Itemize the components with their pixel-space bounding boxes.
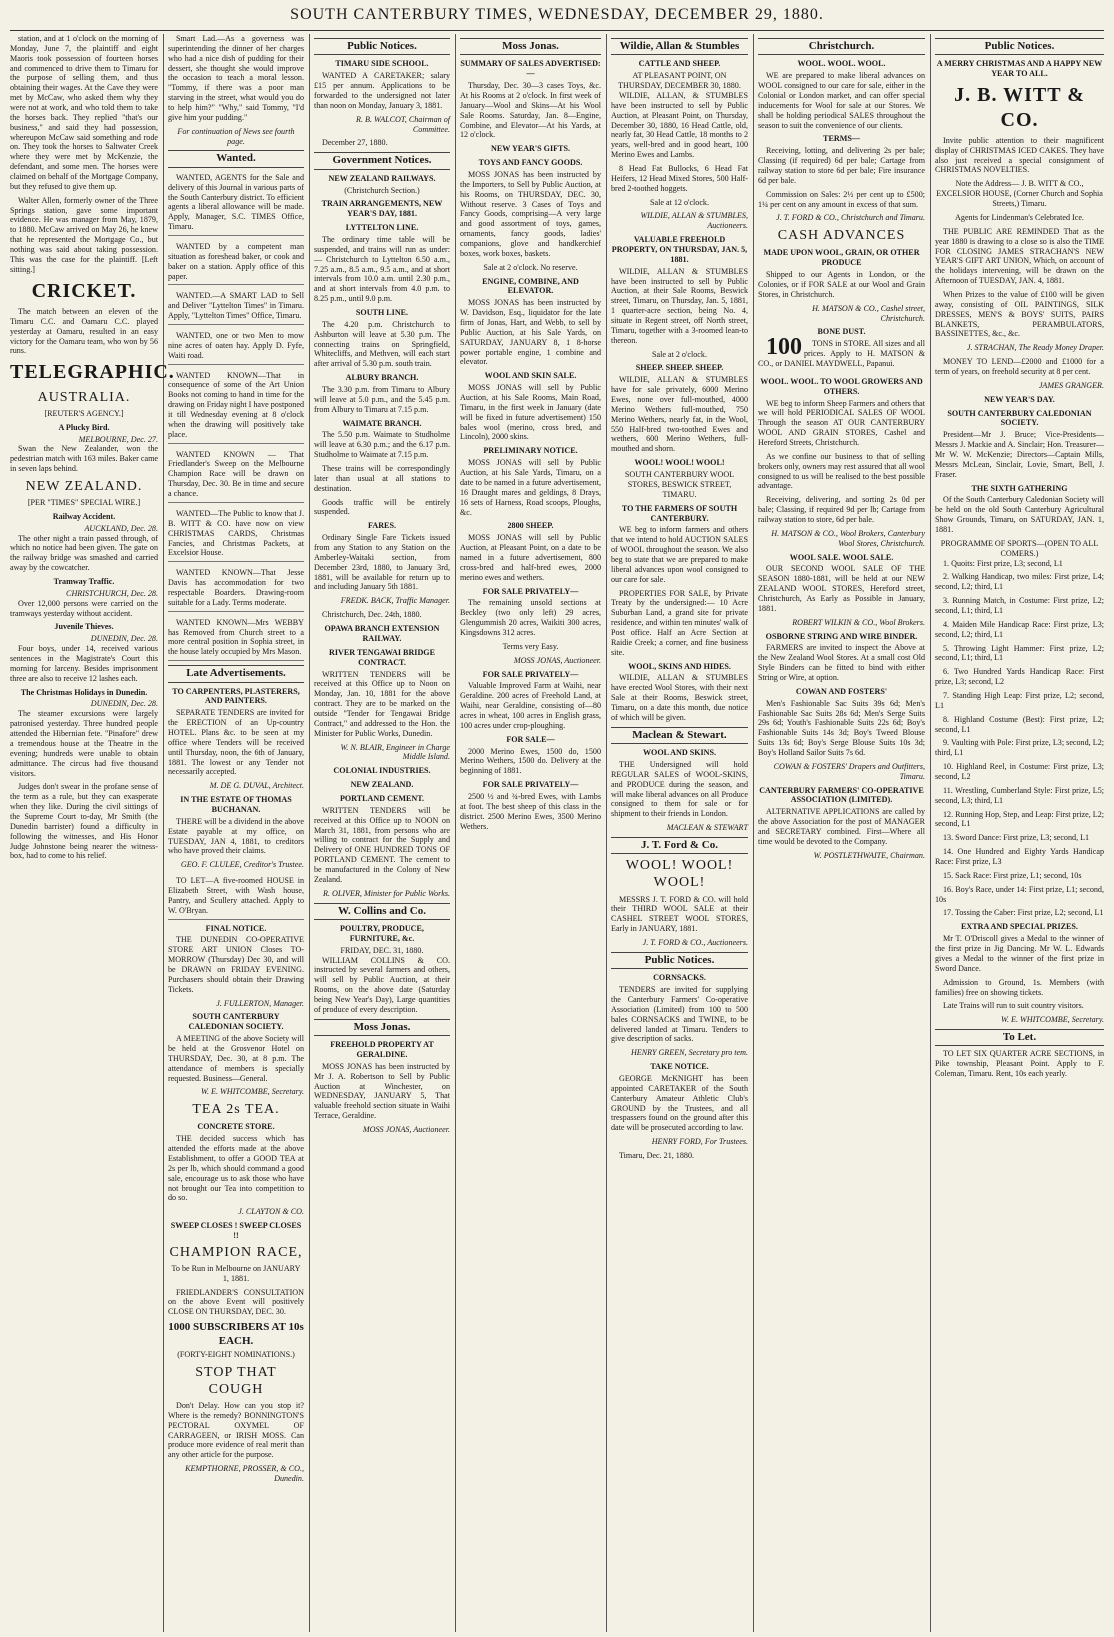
section-header-wanted: Wanted.	[168, 150, 304, 167]
ad-heading: SHEEP. SHEEP. SHEEP.	[635, 363, 724, 373]
ad-subheading: SOUTH CANTERBURY WOOL STORES, BESWICK STREET, TIMARU.	[624, 470, 735, 499]
ad-text: TENDERS are invited for supplying the Canterbury Farmers' Co-operative Association (Limited) from 100 to 500 bales CORNSACKS and TWINE, to be delivered landed at Timaru. Tenders to give description of sacks.	[611, 985, 748, 1044]
ad-heading: WOOL AND SKIN SALE.	[484, 371, 577, 381]
ad-heading: TEA 2s TEA.	[192, 1102, 280, 1118]
ad-heading: FINAL NOTICE.	[205, 923, 267, 933]
ad-heading: CORNSACKS.	[653, 973, 706, 983]
ad-text: PROPERTIES FOR SALE, by Private Treaty by the undersigned:— 10 Acre Suburban Land, a grand site for private residence, and within ten minutes' walk of Post office. Half an Acre Section at Raidie Creek; a corner, and fine business site.	[611, 588, 748, 657]
wanted-ad: WANTED KNOWN—That Jesse Davis has accommodation for two respectable Boarders. Drawing-room suitable for a Lady. Terms moderate.	[168, 566, 304, 611]
news-headline: Railway Accident.	[52, 511, 116, 521]
ad-text: To be Run in Melbourne on JANUARY 1, 1881.	[171, 1263, 301, 1283]
section-header-maclean: Maclean & Stewart.	[611, 727, 748, 744]
ad-text: Ordinary Single Fare Tickets issued from any Station to any Station on the Amberley-Waitaki section, from December 23rd, 1880, to January 3rd, 1881, will be available for return up to and including January 5th 1881.	[314, 533, 450, 592]
ad-signature: H. MATSON & CO., Cashel street, Christchurch.	[812, 303, 925, 323]
wanted-list	[168, 171, 304, 661]
ad-date: December 27, 1880.	[322, 138, 388, 148]
ad-date: FRIDAY, DEC. 31, 1880.	[340, 945, 424, 955]
ad-signature: J. T. FORD & CO., Christchurch and Timaru.	[776, 213, 925, 223]
ad-text: WE beg to inform farmers and others that we intend to hold AUCTION SALES of WOOL throughout the season. We also beg to state that we are prepared to make liberal advances upon wool consigned to our care for sale.	[611, 525, 748, 584]
ad-text: TO LET SIX QUARTER ACRE SECTIONS, in Pike township, Pleasant Point. Apply to F. Coleman, Timaru. Rent, 10s each yearly.	[935, 1049, 1104, 1079]
news-paragraph: station, and at 1 o'clock on the morning of Monday, June 7, the plaintiff and eight Maoris took possession of fourteen horses and commenced to drive them to Timaru for the purpose of selling them, and thus obtaining their wages. At the Cave they were met by McCaw, who asked them why they were not at work, and who told them to take the horses back. They replied "that's our business," and said they had possession, whereupon McCaw said something and rode on. They took the horses to Saltwater Creek where they were met by McKenzie, the defendant, and some men. The horses were claimed on behalf of the Mortgage Company, but they refused to give them up.	[10, 34, 158, 191]
ad-text: WANTED A CARETAKER; salary £15 per annum. Applications to be forwarded to the undersigned not later than noon on Monday, January 3, 1881.	[314, 71, 450, 110]
ad-subheading: AT PLEASANT POINT, ON THURSDAY, DECEMBER 30, 1880.	[618, 71, 741, 91]
ad-heading: CATTLE AND SHEEP.	[638, 59, 721, 69]
column-rule	[309, 34, 310, 1632]
ad-text: Shipped to our Agents in London, or the Colonies, or if FOR SALE at our Wool and Grain Stores, in Christchurch.	[758, 270, 925, 299]
agency-note: [REUTER'S AGENCY.]	[44, 408, 124, 418]
ad-text: Don't Delay. How can you stop it? Where is the remedy? BONNINGTON'S PECTORAL OXYMEL OF CARRAGEEN, or IRISH MOSS. Can produce more evidence of real merit than any other article for the purpose.	[168, 1401, 304, 1460]
ad-text: WILDIE, ALLAN & STUMBLES have for sale privately, 6000 Merino Ewes, none over full-mouthed, 4000 Merino Wethers full-mouthed, 750 Merino Wethers, nearly fat, in the Wool, 550 Half-bred two-toothed Ewes and wethers, 600 Merino Wethers, full-mouthed and shorn.	[611, 375, 748, 454]
section-header-government: Government Notices.	[314, 152, 450, 169]
ad-signature: J. FULLERTON, Manager.	[216, 998, 304, 1008]
sport-event: 7. Standing High Leap: First prize, L2; second, L1	[935, 691, 1104, 710]
ad-heading: FOR SALE PRIVATELY—	[482, 669, 579, 679]
wanted-ad: WANTED.—A SMART LAD to Sell and Deliver "Lyttelton Times" in Timaru. Apply, "Lyttelton Times" Office, Timaru.	[168, 289, 304, 325]
ad-signature: HENRY GREEN, Secretary pro tem.	[630, 1048, 748, 1058]
news-headline: A Plucky Bird.	[58, 422, 110, 432]
section-header-christchurch: Christchurch.	[758, 38, 925, 55]
news-headline: The Christmas Holidays in Dunedin.	[20, 687, 148, 697]
section-header-ford: J. T. Ford & Co.	[611, 837, 748, 854]
ad-text: WILDIE, ALLAN & STUMBLES have erected Wool Stores, with their next Sale at their Rooms, Beswick street, Timaru, on a date this month, due notice of which will be given.	[611, 673, 748, 722]
ad-subheading: WAIMATE BRANCH.	[342, 418, 422, 428]
ad-signature: J. T. FORD & CO., Auctioneers.	[642, 937, 748, 947]
ad-text: WRITTEN TENDERS will be received at this Office up to Noon on Monday, Jan. 10, 1881 for the above contract. They are to be marked on the outside "Tender for Tengawai Bridge Contract," and addressed to the Hon. the Minister for Public Works, Dunedin.	[314, 669, 450, 738]
sport-event: 8. Highland Costume (Best): First prize, L2; second, L1	[935, 714, 1104, 734]
column-2	[168, 34, 304, 1632]
ad-signature: J. CLAYTON & CO.	[238, 1207, 304, 1217]
column-6	[758, 34, 925, 1632]
sports-list	[935, 559, 1104, 919]
section-header-collins: W. Collins and Co.	[314, 903, 450, 920]
ad-heading: OPAWA BRANCH EXTENSION RAILWAY.	[324, 624, 440, 643]
ad-heading: FREEHOLD PROPERTY AT GERALDINE.	[330, 1040, 434, 1059]
news-paragraph: Swan the New Zealander, won the pedestrian match with 163 miles. Baker came in seven laps behind.	[10, 444, 158, 474]
ad-text: Commission on Sales: 2½ per cent up to £500; 1¼ per cent on any amount in excess of that sum.	[758, 189, 925, 209]
ad-heading: STOP THAT COUGH	[195, 1364, 277, 1397]
ad-heading: J. B. WITT & CO.	[954, 84, 1085, 131]
ad-signature: MOSS JONAS, Auctioneer.	[513, 655, 601, 665]
ad-heading: NEW ZEALAND RAILWAYS.	[328, 173, 436, 183]
ad-text: MOSS JONAS will sell by Public Auction, at Pleasant Point, on a date to be named in a future advertisement, 800 cross-bred and half-bred ewes, 2000 merino ewes and wethers.	[460, 533, 601, 582]
ad-text: Sale at 2 o'clock.	[652, 349, 707, 359]
wanted-ad: WANTED KNOWN—That in consequence of some of the Art Union Books not coming to hand in time for the drawing on Friday night I have postponed it till Wednesday evening at 8 o'clock when the drawing will positively take place.	[168, 369, 304, 444]
ad-text: TONS in STORE. All sizes and all prices. Apply to H. MATSON & CO., or DANIEL MAYDWELL, Papanui.	[758, 339, 925, 368]
ad-heading: TAKE NOTICE.	[650, 1062, 709, 1072]
ad-text: The 4.20 p.m. Christchurch to Ashburton will leave at 5.30 p.m. The connecting trains on Springfield, Whitecliffs, and Methven, will each start after arrival of 5.30 p.m. south train.	[314, 319, 450, 369]
ad-heading: TRAIN ARRANGEMENTS, NEW YEAR'S DAY, 1881.	[321, 199, 443, 219]
dateline: CHRISTCHURCH, Dec. 28.	[66, 588, 158, 598]
ad-text: These trains will be correspondingly later than usual at all stations to destination.	[314, 464, 450, 493]
ad-signature: M. DE G. DUVAL, Architect.	[209, 781, 304, 791]
ad-text: Goods traffic will be entirely suspended.	[314, 497, 450, 517]
ad-heading: POULTRY, PRODUCE, FURNITURE, &c.	[340, 923, 424, 943]
ad-heading: 2800 SHEEP.	[507, 521, 554, 531]
news-paragraph: Smart Lad.—As a governess was superintending the dinner of her charges who had a nice dish of pudding for their dessert, she thought she would improve the occasion to teach a moral lesson. "Tommy, if there was a poor man starving in the street, what would you do to help him?" "Why," said Tommy, "I'd give him your pudding."	[168, 34, 304, 122]
ad-signature: J. STRACHAN, The Ready Money Draper.	[966, 343, 1104, 353]
ad-text: Sale at 12 o'clock.	[650, 197, 709, 207]
column-7	[935, 34, 1104, 1632]
ad-text: 2000 Merino Ewes, 1500 do, 1500 Merino Wethers, 1500 do. Delivery at the beginning of 1881.	[460, 746, 601, 776]
section-title-australia: AUSTRALIA.	[37, 389, 131, 405]
ad-subheading: FARES.	[368, 521, 396, 531]
column-rule	[753, 34, 754, 1632]
dateline: MELBOURNE, Dec. 27.	[78, 434, 158, 444]
ad-heading: FOR SALE PRIVATELY—	[482, 586, 579, 596]
ad-heading: RIVER TENGAWAI BRIDGE CONTRACT.	[329, 647, 435, 667]
wanted-ad: WANTED KNOWN — That Friedlander's Sweep on the Melbourne Champion Race will be drawn on Thursday, Dec. 30. Be in time and secure a chance.	[168, 448, 304, 503]
sport-event: 5. Throwing Light Hammer: First prize, L2; second, L1; third, L1	[935, 643, 1104, 663]
column-4	[460, 34, 601, 1632]
ad-text: Thursday, Dec. 30—3 cases Toys, &c. At his Rooms at 2 o'clock. In first week of January—Wool and Skins—At his Wool Sale Rooms. Saturday, Jan. 8—Engine, Combine, and Elevator—At his Yards, at 12 o'clock.	[460, 81, 601, 140]
ad-date: Timaru, Dec. 21, 1880.	[619, 1150, 695, 1160]
ad-signature: MOSS JONAS, Auctioneer.	[362, 1124, 450, 1134]
news-paragraph: Four boys, under 14, received various sentences in the Magistrate's Court this morning for larceny. Besides imprisonment three are also to receive 12 lashes each.	[10, 644, 158, 683]
ad-text: Receiving, lotting, and delivering 2s per bale; Classing (if required) 6d per bale; Cartage from railway station to store 6d per bale; Fire insurance 6d per bale.	[758, 146, 925, 185]
ad-text: MOSS JONAS has been instructed by the Importers, to Sell by Public Auction, at his Rooms, on THURSDAY, DEC. 30, Without reserve. 3 Cases of Toys and Fancy Goods, comprising—A very large and good assortment of toys, games, ornaments, fancy goods, ladies' companions, glove and handkerchief boxes, work boxes, baskets.	[460, 170, 601, 258]
sport-event: 4. Maiden Mile Handicap Race: First prize, L3; second, L2; third, L1	[935, 619, 1104, 639]
column-5	[611, 34, 748, 1632]
ad-heading: CHAMPION RACE,	[169, 1244, 303, 1260]
continuation-note: For continuation of News see fourth page.	[177, 126, 295, 146]
column-rule	[163, 34, 164, 1632]
ad-heading: TO CARPENTERS, PLASTERERS, AND PAINTERS.	[172, 686, 300, 706]
ad-text: FRIEDLANDER'S CONSULTATION on the above Event will positively CLOSE ON THURSDAY, DEC. 30.	[168, 1287, 304, 1317]
ad-text: Of the South Canterbury Caledonian Society will be held on the old South Canterbury Agricultural Show Grounds, Timaru, on SATURDAY, JAN. 1, 1881.	[935, 495, 1104, 534]
ad-signature: R. B. WALCOT, Chairman of Committee.	[356, 114, 450, 134]
ad-heading: OSBORNE STRING AND WIRE BINDER.	[765, 631, 918, 641]
ad-text: Terms very Easy.	[502, 641, 559, 651]
ad-heading: COLONIAL INDUSTRIES.	[333, 766, 431, 776]
ad-text: MOSS JONAS has been instructed by Mr J. A. Robertson to Sell by Public Auction at Winchester, on WEDNESDAY, JANUARY 5, That valuable freehold section situate in Waihi Terrace, Geraldine.	[314, 1061, 450, 1121]
ad-text: ALTERNATIVE APPLICATIONS are called by the above Association for the post of MANAGER and SECRETARY combined. First—Where all time would be devoted to the Company.	[758, 807, 925, 846]
ad-heading: EXTRA AND SPECIAL PRIZES.	[961, 922, 1078, 932]
column-rule	[455, 34, 456, 1632]
section-header-wildie: Wildie, Allan & Stumbles	[611, 38, 748, 55]
ad-heading: WOOL, SKINS AND HIDES.	[628, 661, 731, 671]
wanted-ad: WANTED KNOWN—Mrs WEBBY has Removed from Church street to a more central position in Sophia street, in the house lately occupied by Mrs Mason.	[168, 616, 304, 661]
sport-event: 12. Running Hop, Step, and Leap: First prize, L2; second, L1	[935, 809, 1104, 829]
ad-text: WILDIE, ALLAN, & STUMBLES have been instructed to sell by Public Auction, at Pleasant Point, on Thursday, December 30, 1880, 16 Head Cattle, old, nearly fat, 30 Head Cattle, 18 months to 2 years, well-bred and in good heart, 100 Merino Ewes and Lambs.	[611, 90, 748, 160]
ad-subheading: ALBURY BRANCH.	[345, 373, 419, 383]
ad-text: The remaining unsold sections at Beckley (two only left) 29 acres, Glengummish 20 acres, Waikiti 300 acres, Kingsdowns 312 acres.	[460, 598, 601, 637]
ad-heading: SUMMARY OF SALES ADVERTISED:—	[460, 59, 601, 79]
ad-signature: W. E. WHITCOMBE, Secretary.	[200, 1087, 304, 1097]
ad-signature: JAMES GRANGER.	[1038, 380, 1104, 390]
wanted-ad: WANTED, one or two Men to mow nine acres of oaten hay. Apply D. Fyfe, Waiti road.	[168, 329, 304, 365]
ad-text: Note the Address— J. B. WITT & CO., EXCELSIOR HOUSE, (Corner Church and Sophia Streets,) Timaru.	[936, 179, 1103, 209]
masthead: SOUTH CANTERBURY TIMES, WEDNESDAY, DECEMBER 29, 1880.	[290, 6, 824, 23]
section-header-public-notices: Public Notices.	[611, 952, 748, 969]
ad-heading: NEW YEAR'S DAY.	[984, 394, 1055, 404]
news-paragraph: Over 12,000 persons were carried on the tramways yesterday without accident.	[10, 598, 158, 618]
ad-text: SEPARATE TENDERS are invited for the ERECTION of an Up-country HOTEL. Plans &c. to be seen at my office where Tenders will be received until Thursday, noon, the 6th of January, 1881. The lowest or any Tender not necessarily accepted.	[168, 708, 304, 777]
ad-heading: WOOL. WOOL. TO WOOL GROWERS AND OTHERS.	[760, 376, 923, 396]
sport-event: 3. Running Match, in Costume: First prize, L2; second, L1; third, L1	[935, 596, 1104, 615]
ad-heading: PRELIMINARY NOTICE.	[483, 446, 578, 456]
section-header-moss-jonas: Moss Jonas.	[460, 38, 601, 55]
sport-event: 11. Wrestling, Cumberland Style: First prize, L5; second, L3; third, L1	[935, 785, 1104, 805]
news-paragraph: The match between an eleven of the Timaru C.C. and Oamaru C.C. played yesterday at Oamaru, resulted in an easy victory for the Oamaru team, who won by 56 runs.	[10, 307, 158, 356]
news-paragraph: Judges don't swear in the profane sense of the term as a rule, but they can exasperate when they like. During the civil sittings of the Supreme Court to-day, Mr Smith (the Dunedin barrister) found a difficulty in following the witnesses, and His Honor Judge Johnstone being nearer the witness-box, had to come to his relief.	[10, 782, 158, 861]
ad-text: As we confine our business to that of selling brokers only, owners may rest assured that all wool consigned to us will be realised to the best possible advantage.	[758, 451, 925, 491]
ad-signature: W. E. WHITCOMBE, Secretary.	[1000, 1015, 1104, 1025]
section-title-cricket: CRICKET.	[31, 279, 137, 302]
sport-event: 16. Boy's Race, under 14: First prize, L1; second, 10s	[935, 884, 1104, 904]
ad-signature: MACLEAN & STEWART	[666, 823, 748, 833]
column-rule	[930, 34, 931, 1632]
section-title-telegraphic: TELEGRAPHIC.	[10, 361, 175, 384]
ad-signature: COWAN & FOSTERS' Drapers and Outfitters, Timaru.	[773, 761, 925, 781]
ad-heading: SWEEP CLOSES ! SWEEP CLOSES !!	[170, 1221, 302, 1240]
ad-text: Admission to Ground, 1s. Members (with families) free on showing tickets.	[935, 977, 1104, 997]
ad-heading: THE SIXTH GATHERING	[971, 483, 1068, 493]
ad-text: Valuable Improved Farm at Waihi, near Geraldine. 200 acres of Freehold Land, at Waihi, near Geraldine, consisting of—80 acres in wheat, 100 acres in English grass, 100 acres under crop-ploughing.	[460, 681, 601, 730]
ad-text: THE decided success which has attended the efforts made at the above Establishment, to offer a GOOD TEA at 2s per lb, which should command a good sale, encourage us to ask those who have not brought our Tea into competition to do so.	[168, 1134, 304, 1203]
section-header-public-notices: Public Notices.	[935, 38, 1104, 55]
news-paragraph: The other night a train passed through, of which no notice had been given. The gate on the railway bridge was smashed and carried away by the cowcatcher.	[10, 533, 158, 573]
ad-text: Men's Fashionable Sac Suits 39s 6d; Men's Fashionable Sac Suits 28s 6d; Men's Serge Suits 29s 6d; Youth's Fashionable Suits 22s 6d; Boy's Fashionable Suits 14s 3d; Boy's Tweed Blouse Suits 13s 6d; Boy's Serge Blouse Suits 10s 3d; Boy's Holland Sailor Suits 7s 6d.	[758, 698, 925, 758]
ad-signature: FREDK. BACK, Traffic Manager.	[340, 596, 450, 606]
ad-text: Mr T. O'Driscoll gives a Medal to the winner of the first prize in Jig Dancing. Mr W. L. Edwards gives a Medal to the winner of the first prize in Sword Dance.	[935, 934, 1104, 973]
ad-subheading: LYTTELTON LINE.	[345, 223, 419, 233]
ad-text: WRITTEN TENDERS will be received at this Office up to NOON on March 31, 1881, from persons who are willing to contract for the Supply and Delivery of ONE HUNDRED TONS OF PORTLAND CEMENT. The cement to be manufactured in the Colony of New Zealand.	[314, 805, 450, 884]
sport-event: 1. Quoits: First prize, L3; second, L1	[943, 558, 1063, 568]
ad-heading: WOOL! WOOL! WOOL!	[625, 858, 734, 891]
ad-text: WE beg to inform Sheep Farmers and others that we will hold PERIODICAL SALES OF WOOL Through the season AT OUR CANTERBURY WOOL AND GRAIN STORES, Cashel and Hereford Streets, Christchurch.	[758, 398, 925, 447]
ad-subheading: TOYS AND FANCY GOODS.	[478, 158, 583, 168]
ad-heading: TO THE FARMERS OF SOUTH CANTERBURY.	[621, 503, 738, 523]
ad-text: FARMERS are invited to inspect the Above at the New Zealand Wool Stores. At a small cost Old Style Binders can be fitted to bind with either String or Wire, at option.	[758, 643, 925, 683]
ad-text: The 5.50 p.m. Waimate to Studholme will leave at 6.30 p.m.; and the 6.17 p.m. Studholme to Waimate at 7.15 p.m.	[314, 430, 450, 460]
ad-text: THE Undersigned will hold REGULAR SALES of WOOL-SKINS, and PRODUCE during the season, and will make liberal advances on all Produce consigned to them for sale or for shipment to their friends in London.	[611, 759, 748, 819]
ad-heading: TIMARU SIDE SCHOOL.	[335, 59, 429, 69]
tons-number: 100	[766, 334, 802, 361]
ad-signature: HENRY FORD, For Trustees.	[651, 1137, 748, 1147]
sport-event: 14. One Hundred and Eighty Yards Handicap Race: First prize, L3	[935, 847, 1104, 867]
ad-signature: KEMPTHORNE, PROSSER, & CO., Dunedin.	[185, 1464, 304, 1484]
sport-event: 10. Highland Reel, in Costume: First prize, L3; second, L2	[935, 762, 1104, 782]
ad-text: THERE will be a dividend in the above Estate payable at my office, on TUESDAY, JAN 4, 1881, to creditors who have proved their claims.	[168, 816, 304, 856]
ad-subheading: MADE UPON WOOL, GRAIN, OR OTHER PRODUCE	[763, 248, 920, 268]
ad-heading: CASH ADVANCES	[777, 228, 906, 244]
section-header-to-let: To Let.	[935, 1029, 1104, 1046]
ad-text: When Prizes to the value of £100 will be given away, consisting of OIL PAINTINGS, SILK DRESSES, MEN'S & BOYS' SUITS, PAIRS BLANKETS, PERAMBULATORS, BASSINETTES, &c., &c.	[935, 289, 1104, 339]
ad-signature: WILDIE, ALLAN & STUMBLES, Auctioneers.	[640, 211, 748, 231]
ad-heading: PORTLAND CEMENT.	[339, 793, 425, 803]
ad-date: Christchurch, Dec. 24th, 1880.	[322, 610, 422, 620]
ad-text: THE PUBLIC ARE REMINDED That as the year 1880 is drawing to a close so is also the TIME FOR CLOSING JAMES STRACHAN'S NEW YEAR'S GIFT ART UNION, Which, on account of the holidays intervening, will be drawn on the Afternoon of TUESDAY, JAN. 4, 1881.	[935, 226, 1104, 286]
news-headline: Juvenile Thieves.	[54, 622, 114, 632]
news-paragraph: Walter Allen, formerly owner of the Three Springs station, gave some important evidence. He was manager from May, 1879, to 1880. McCaw arrived on May 26, he knew that he represented the Mortgage Co., but nothing was said about taking possession. This was the case for the plaintiff. [Left sitting.]	[10, 195, 158, 274]
ad-text: TO LET—A five-roomed HOUSE in Elizabeth Street, with Wash house, Pantry, and Scullery attached. Apply to W. O'Bryan.	[168, 874, 304, 919]
ad-heading: ENGINE, COMBINE, AND ELEVATOR.	[482, 276, 579, 296]
section-title-new-zealand: NEW ZEALAND.	[25, 478, 143, 494]
ad-text: MOSS JONAS has been instructed by W. Davidson, Esq., liquidator for the late firm of Jonas, Hart, and Webb, to sell by Public Auction, at his Sale Yards, on SATURDAY, JANUARY 8, 1 8-horse power portable engine, 1 combine and elevator.	[460, 298, 601, 367]
ad-heading: FOR SALE PRIVATELY—	[482, 780, 579, 790]
ad-text: (FORTY-EIGHT NOMINATIONS.)	[177, 1350, 295, 1360]
ad-text: THE DUNEDIN CO-OPERATIVE STORE ART UNION Closes TO-MORROW (Thursday) Dec 30, and will be DRAWN on FRIDAY EVENING. Purchasers should obtain their Drawing Tickets.	[168, 935, 304, 994]
column-3	[314, 34, 450, 1632]
sport-event: 13. Sword Dance: First prize, L3; second, L1	[943, 833, 1090, 843]
ad-text: 8 Head Fat Bullocks, 6 Head Fat Heifers, 12 Head Mixed Stores, 500 Half-bred 2-toothed hoggets.	[611, 164, 748, 193]
ad-subheading: CONCRETE STORE.	[197, 1122, 275, 1132]
ad-heading: IN THE ESTATE OF THOMAS BUCHANAN.	[180, 795, 292, 814]
ad-text: MOSS JONAS will sell by Public Auction, at his Sale Yards, Timaru, on a date to be named in a future advertisement, 16 Draught mares and geldings, 8 Drays, 16 sets of Harness, Road scoops, Ploughs, &c.	[460, 458, 601, 517]
sport-event: 2. Walking Handicap, two miles: First prize, L4; second, L2; third, L1	[935, 572, 1104, 592]
sport-event: 6. Two Hundred Yards Handicap Race: First prize, L3; second, L2	[935, 667, 1104, 687]
ad-signature: H. MATSON & CO., Wool Brokers, Canterbury Wool Stores, Christchurch.	[771, 528, 925, 548]
ad-heading: A MERRY CHRISTMAS AND A HAPPY NEW YEAR TO ALL.	[936, 59, 1103, 79]
ad-text: President—Mr J. Bruce; Vice-Presidents—Messrs J. Mackie and A. Sinclair; Hon. Treasurer—Mr W. W. McKenzie; Directors—Captain Mills, Messrs McLean, Sinclair, Lovie, Smart, Bell, J. Fraser.	[935, 430, 1104, 479]
sport-event: 17. Tossing the Caber: First prize, L2; second, L1	[943, 908, 1104, 918]
ad-heading: SOUTH CANTERBURY CALEDONIAN SOCIETY.	[947, 408, 1092, 428]
ad-text: The ordinary time table will be suspended, and trains will run as under:— Christchurch to Lyttelton 6.50 a.m., 7.25 a.m., 8.5 a.m., 9.5 a.m., and at short intervals from 10.0 a.m. until 2.30 p.m., and at short intervals from 4.0 p.m. to 8.25 p.m., until 9.0 p.m.	[314, 234, 450, 304]
column-rule	[606, 34, 607, 1632]
wire-note: [PER "TIMES" SPECIAL WIRE.]	[27, 498, 141, 508]
ad-signature: GEO. F. CLULEE, Creditor's Trustee.	[180, 860, 304, 870]
ad-text: Sale at 2 o'clock. No reserve.	[483, 262, 578, 272]
ad-text: Late Trains will run to suit country visitors.	[943, 1001, 1084, 1011]
ad-text: WILLIAM COLLINS & CO. instructed by several farmers and others, will sell by Public Auction, at their Rooms, on the above date (Saturday being New Year's Day), Large quantities of produce of every description.	[314, 955, 450, 1014]
ad-heading: COWAN AND FOSTERS'	[795, 686, 888, 696]
ad-subheading: SOUTH LINE.	[355, 308, 409, 317]
ad-text: GEORGE McKNIGHT has been appointed CARETAKER of the South Canterbury Amateur Athletic Club's GROUND by the Trustees, and all trespassers found on the ground after this date will be prosecuted according to law.	[611, 1073, 748, 1133]
ad-heading: FOR SALE—	[506, 734, 555, 744]
wanted-ad: WANTED, AGENTS for the Sale and delivery of this Journal in various parts of the South Canterbury district. To efficient agents a liberal allowance will be made. Apply, Manager, S.C. TIMES Office, Timaru.	[168, 171, 304, 236]
ad-heading: TERMS—	[823, 134, 860, 144]
ad-heading: WOOL SALE. WOOL SALE.	[789, 552, 894, 562]
ad-heading: WOOL! WOOL! WOOL!	[634, 458, 725, 468]
ad-text: MONEY TO LEND—£2000 and £1000 for a term of years, on freehold security at 8 per cent.	[935, 357, 1104, 376]
wanted-ad: WANTED by a competent man situation as foreshead baker, or cook and baker on a station. Apply office of this paper.	[168, 240, 304, 285]
masthead-rule	[10, 30, 1104, 31]
ad-text: WILDIE, ALLAN & STUMBLES have been instructed to sell by Public Auction, at their Sale Rooms, Beswick street, Timaru, on Thursday, Jan. 5, 1881, 1 quarter-acre section, being No. 4, situate in Regent street, off North street, Timaru, together with a 3-roomed lean-to thereon.	[611, 266, 748, 345]
ad-text: MESSRS J. T. FORD & CO. will hold their THIRD WOOL SALE at their CASHEL STREET WOOL STORES, Early in JANUARY, 1881.	[611, 894, 748, 934]
ad-heading: NEW YEAR'S GIFTS.	[491, 144, 570, 154]
column-1	[10, 34, 175, 1632]
ad-text: MOSS JONAS will sell by Public Auction, at his Sale Rooms, Main Road, Timaru, in the first week in January (date will be fixed in future advertisement) 150 bales wool (merino, cross bred, and Lincoln), 2000 skins.	[460, 383, 601, 442]
ad-heading: NEW ZEALAND.	[350, 780, 414, 790]
dateline: DUNEDIN, Dec. 28.	[90, 634, 158, 644]
ad-signature: ROBERT WILKIN & CO., Wool Brokers.	[792, 617, 925, 627]
ad-heading: BONE DUST.	[817, 327, 866, 337]
ad-heading: VALUABLE FREEHOLD PROPERTY, ON THURSDAY, JAN. 5, 1881.	[611, 235, 748, 264]
ad-subheading: PROGRAMME OF SPORTS—(OPEN TO ALL COMERS.)	[940, 538, 1099, 558]
section-header-late-ads: Late Advertisements.	[168, 665, 304, 682]
ad-heading: WOOL AND SKINS.	[642, 748, 717, 758]
ad-subheading: (Christchurch Section.)	[344, 185, 420, 195]
ad-text: WE are prepared to make liberal advances on WOOL consigned to our care for sale, either in the Colonial or London market, and can offer special inducements for Wool for sale at our Stores. We shall be holding periodical SALES throughout the season to suit the convenience of our clients.	[758, 71, 925, 130]
section-header-public-notices: Public Notices.	[314, 38, 450, 55]
ad-heading: CANTERBURY FARMERS' CO-OPERATIVE ASSOCIATION (LIMITED).	[759, 785, 924, 805]
section-header-moss-jonas: Moss Jonas.	[314, 1019, 450, 1036]
dateline: AUCKLAND, Dec. 28.	[84, 523, 158, 533]
ad-heading: WOOL. WOOL. WOOL.	[797, 59, 886, 69]
ad-heading: 1000 SUBSCRIBERS AT 10s EACH.	[168, 1321, 304, 1347]
ad-text: Receiving, delivering, and sorting 2s 0d per bale; Classing, if required 9d per lb; Cartage from railway station to store, 6d per bale.	[758, 495, 925, 524]
ad-text: Agents for Lindenman's Celebrated Ice.	[955, 212, 1084, 222]
wanted-ad: WANTED—The Public to know that J. B. WITT & CO. have now on view CHRISTMAS CARDS, Christmas Fancies, and Christmas Packets, at Excelsior House.	[168, 507, 304, 562]
dateline: DUNEDIN, Dec. 28.	[90, 699, 158, 709]
ad-signature: W. N. BLAIR, Engineer in Charge Middle Island.	[340, 742, 450, 762]
news-headline: Tramway Traffic.	[53, 577, 115, 587]
sport-event: 15. Sack Race: First prize, L1; second, 10s	[943, 870, 1082, 880]
ad-text: OUR SECOND WOOL SALE OF THE SEASON 1880-1881, will be held at our NEW ZEALAND WOOL STORES, Hereford street, Christchurch, As Early as Possible in January, 1881.	[758, 564, 925, 613]
news-paragraph: The steamer excursions were largely patronised yesterday. Three hundred people attended the Hibernian fete. "Pinafore" drew a tremendous house at the Theatre in the evening; hundreds were unable to obtain admittance. The circus had five thousand visitors.	[10, 709, 158, 778]
ad-text: A MEETING of the above Society will be held at the Grosvenor Hotel on THURSDAY, Dec. 30, at 8 p.m. The attendance of members is specially requested. Business—General.	[168, 1034, 304, 1083]
ad-heading: SOUTH CANTERBURY CALEDONIAN SOCIETY.	[188, 1012, 284, 1032]
sport-event: 9. Vaulting with Pole: First prize, L3; second, L2; third, L1	[935, 738, 1104, 758]
ad-signature: R. OLIVER, Minister for Public Works.	[323, 888, 450, 898]
ad-text: 2500 ½ and ¾-bred Ewes, with Lambs at foot. The best sheep of this class in the district. 2500 Merino Ewes, 3500 Merino Wethers.	[460, 791, 601, 831]
ad-text: Invite public attention to their magnificent display of CHRISTMAS ICED CAKES. They have also just received a special consignment of CHRISTMAS NOVELTIES.	[935, 135, 1104, 175]
ad-text: The 3.30 p.m. from Timaru to Albury will leave at 5.0 p.m., and the 5.45 p.m. from Albury to Timaru at 7.15 p.m.	[314, 385, 450, 414]
ad-signature: W. POSTLETHWAITE, Chairman.	[813, 850, 925, 860]
